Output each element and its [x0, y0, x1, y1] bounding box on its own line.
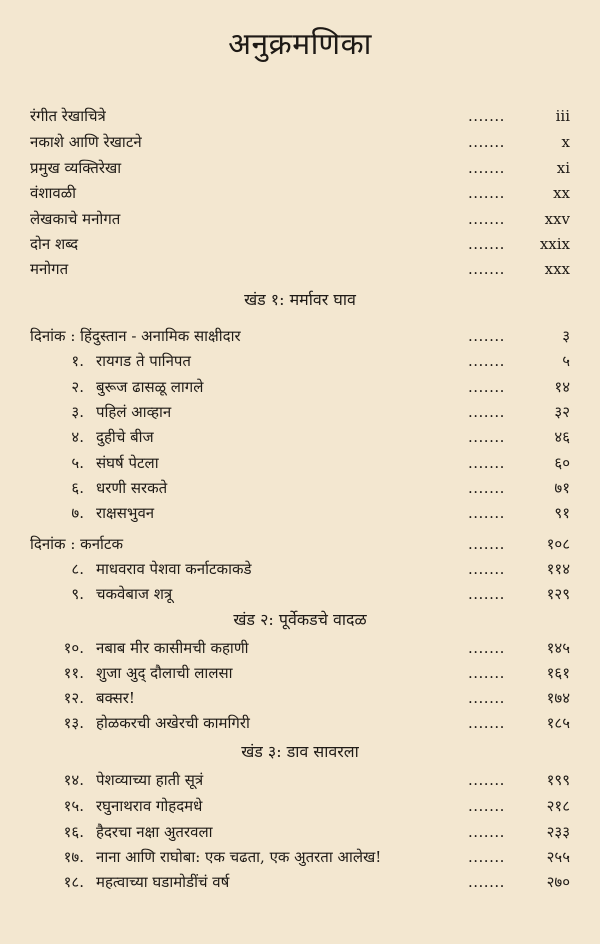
leader-dots: .......: [468, 873, 505, 891]
chapter-number: ११.: [63, 664, 84, 682]
leader-dots: .......: [468, 210, 505, 228]
chapter-page: ९१: [554, 504, 570, 522]
chapter-page: २५५: [546, 848, 570, 866]
chapter-number: ७.: [71, 504, 84, 522]
toc-entry: [0, 181, 600, 205]
leader-dots: .......: [468, 535, 505, 553]
chapter-number: १.: [71, 352, 84, 370]
leader-dots: .......: [468, 664, 505, 682]
leader-dots: .......: [468, 585, 505, 603]
chapter-page: १८५: [546, 714, 570, 732]
section-label: दिनांक : हिंदुस्तान - अनामिक साक्षीदार: [30, 327, 241, 345]
chapter-entry: [0, 820, 600, 844]
entry-label: मनोगत: [30, 260, 69, 278]
leader-dots: .......: [468, 107, 505, 125]
entry-label: लेखकाचे मनोगत: [30, 210, 121, 228]
chapter-number: १७.: [63, 848, 84, 866]
leader-dots: .......: [468, 639, 505, 657]
chapter-entry: [0, 711, 600, 735]
entry-page: xxv: [544, 210, 570, 228]
chapter-number: १२.: [63, 689, 84, 707]
chapter-entry: [0, 400, 600, 424]
leader-dots: .......: [468, 454, 505, 472]
entry-page: xxx: [544, 260, 570, 278]
leader-dots: .......: [468, 823, 505, 841]
leader-dots: .......: [468, 479, 505, 497]
chapter-title: माधवराव पेशवा कर्नाटकाकडे: [96, 560, 252, 578]
chapter-title: राक्षसभुवन: [96, 504, 155, 522]
chapter-entry: [0, 794, 600, 818]
leader-dots: .......: [468, 714, 505, 732]
chapter-entry: [0, 768, 600, 792]
leader-dots: .......: [468, 159, 505, 177]
leader-dots: .......: [468, 378, 505, 396]
leader-dots: .......: [468, 797, 505, 815]
chapter-page: १९९: [546, 771, 570, 789]
chapter-page: १७४: [546, 689, 570, 707]
chapter-page: ११४: [546, 560, 570, 578]
chapter-page: १४५: [546, 639, 570, 657]
entry-page: xxix: [539, 235, 570, 253]
leader-dots: .......: [468, 352, 505, 370]
chapter-number: ८.: [71, 560, 84, 578]
chapter-page: ७१: [554, 479, 570, 497]
chapter-entry: [0, 375, 600, 399]
chapter-entry: [0, 425, 600, 449]
part-heading: खंड २: पूर्वेकडचे वादळ: [233, 610, 367, 629]
chapter-entry: [0, 501, 600, 525]
leader-dots: .......: [468, 848, 505, 866]
chapter-entry: [0, 686, 600, 710]
chapter-title: पेशव्याच्या हाती सूत्रं: [96, 771, 204, 789]
chapter-number: ५.: [71, 454, 84, 472]
entry-page: xi: [556, 159, 570, 177]
leader-dots: .......: [468, 504, 505, 522]
entry-label: रंगीत रेखाचित्रे: [30, 107, 106, 125]
part-heading: खंड १: मर्मावर घाव: [244, 290, 356, 309]
part-heading: खंड ३: डाव सावरला: [241, 742, 359, 761]
chapter-title: पहिलं आव्हान: [96, 403, 172, 421]
chapter-title: धरणी सरकते: [96, 479, 168, 497]
chapter-number: २.: [71, 378, 84, 396]
toc-entry: [0, 130, 600, 154]
chapter-entry: [0, 870, 600, 894]
chapter-entry: [0, 582, 600, 606]
leader-dots: .......: [468, 560, 505, 578]
chapter-entry: [0, 451, 600, 475]
entry-label: प्रमुख व्यक्तिरेखा: [30, 159, 122, 177]
chapter-title: संघर्ष पेटला: [96, 454, 159, 472]
leader-dots: .......: [468, 260, 505, 278]
chapter-title: शुजा अुद् दौलाची लालसा: [96, 664, 233, 682]
entry-page: xx: [553, 184, 570, 202]
chapter-number: १०.: [63, 639, 84, 657]
chapter-page: ४६: [554, 428, 570, 446]
chapter-page: २७०: [546, 873, 570, 891]
chapter-page: १२९: [546, 585, 570, 603]
chapter-title: हैदरचा नक्षा अुतरवला: [96, 823, 213, 841]
leader-dots: .......: [468, 771, 505, 789]
chapter-entry: [0, 557, 600, 581]
chapter-title: दुहीचे बीज: [96, 428, 154, 446]
section-heading: [0, 532, 600, 556]
chapter-page: ५: [562, 352, 570, 370]
chapter-entry: [0, 661, 600, 685]
entry-page: x: [561, 133, 570, 151]
toc-entry: [0, 104, 600, 128]
section-label: दिनांक : कर्नाटक: [30, 535, 123, 553]
entry-page: iii: [555, 107, 570, 125]
chapter-title: बुरूज ढासळू लागले: [96, 378, 204, 396]
chapter-entry: [0, 845, 600, 869]
leader-dots: .......: [468, 133, 505, 151]
chapter-page: ६०: [554, 454, 570, 472]
chapter-number: १८.: [63, 873, 84, 891]
entry-label: दोन शब्द: [30, 235, 79, 253]
chapter-page: १४: [554, 378, 570, 396]
entry-label: वंशावळी: [30, 184, 77, 202]
chapter-title: चकवेबाज शत्रू: [96, 585, 173, 603]
leader-dots: .......: [468, 428, 505, 446]
entry-label: नकाशे आणि रेखाटने: [30, 133, 142, 151]
chapter-number: १६.: [63, 823, 84, 841]
chapter-title: नबाब मीर कासीमची कहाणी: [96, 639, 249, 657]
chapter-number: ६.: [71, 479, 84, 497]
chapter-number: ३.: [71, 403, 84, 421]
section-page: १०८: [546, 535, 570, 553]
chapter-title: महत्वाच्या घडामोडींचं वर्ष: [96, 873, 230, 891]
chapter-title: रायगड ते पानिपत: [96, 352, 191, 370]
chapter-title: नाना आणि राघोबा: एक चढता, एक अुतरता आलेख!: [96, 848, 382, 866]
leader-dots: .......: [468, 403, 505, 421]
chapter-number: १४.: [63, 771, 84, 789]
section-heading: [0, 324, 600, 348]
chapter-page: २१८: [546, 797, 570, 815]
chapter-entry: [0, 636, 600, 660]
chapter-title: होळकरची अखेरची कामगिरी: [96, 714, 250, 732]
toc-entry: [0, 207, 600, 231]
chapter-title: बक्सर!: [96, 689, 135, 707]
chapter-number: १५.: [63, 797, 84, 815]
chapter-number: ९.: [71, 585, 84, 603]
chapter-page: १६१: [546, 664, 570, 682]
toc-entry: [0, 257, 600, 281]
page-title: अनुक्रमणिका: [228, 27, 372, 62]
leader-dots: .......: [468, 184, 505, 202]
chapter-title: रघुनाथराव गोहदमधे: [96, 797, 203, 815]
toc-entry: [0, 232, 600, 256]
chapter-entry: [0, 349, 600, 373]
leader-dots: .......: [468, 689, 505, 707]
toc-entry: [0, 156, 600, 180]
leader-dots: .......: [468, 235, 505, 253]
chapter-page: २३३: [546, 823, 570, 841]
leader-dots: .......: [468, 327, 505, 345]
chapter-number: ४.: [71, 428, 84, 446]
chapter-entry: [0, 476, 600, 500]
section-page: ३: [562, 327, 570, 345]
chapter-page: ३२: [554, 403, 570, 421]
chapter-number: १३.: [63, 714, 84, 732]
